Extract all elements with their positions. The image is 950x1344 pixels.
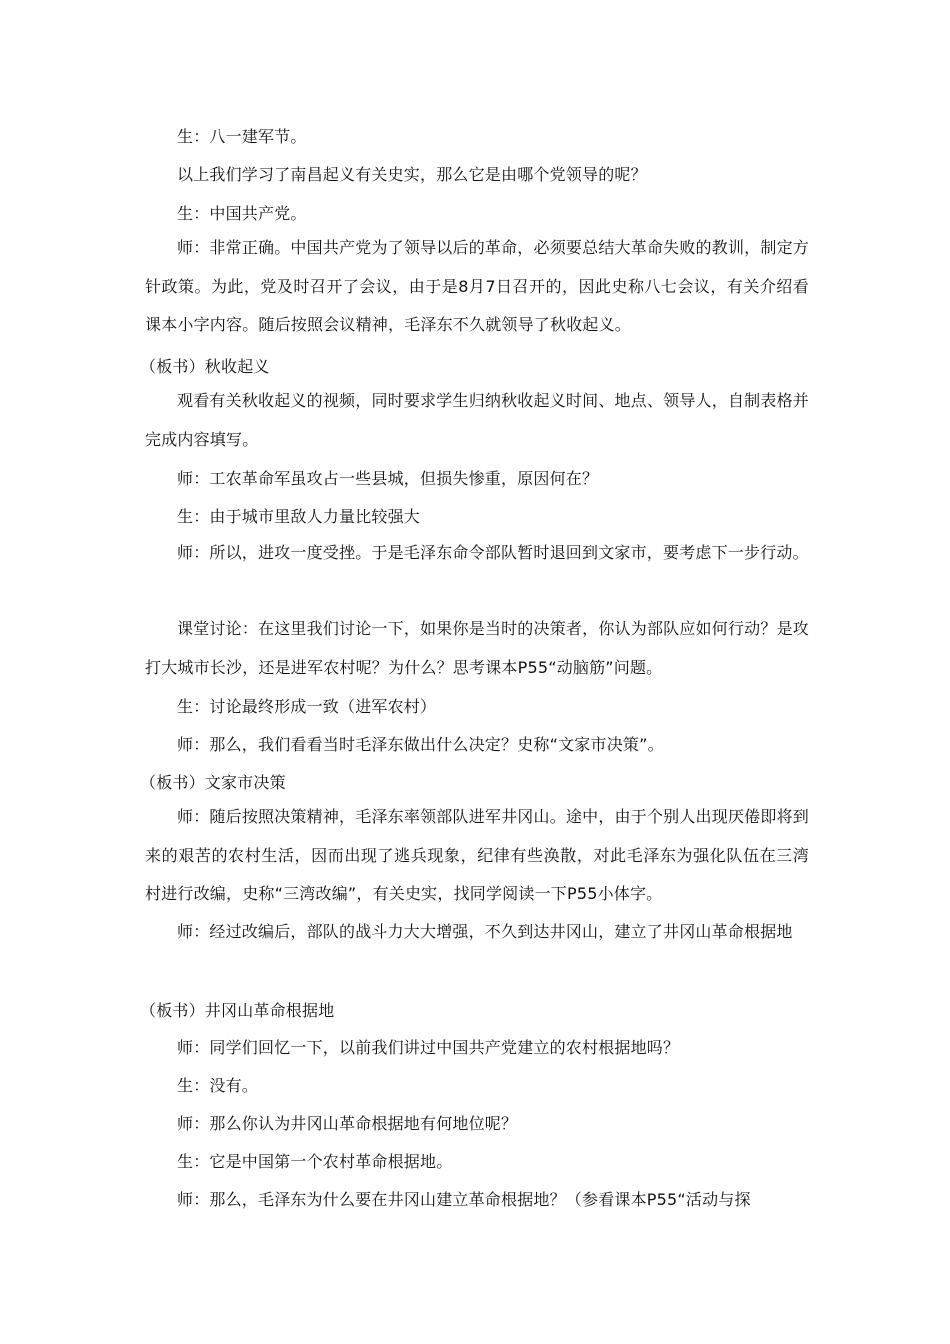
paragraph-teacher-jinggangshan-base: 师：经过改编后，部队的战斗力大大增强，不久到达井冈山，建立了井冈山革命根据地 bbox=[177, 922, 793, 941]
paragraph-teacher-question-status: 师：那么你认为井冈山革命根据地有何地位呢？ bbox=[177, 1114, 518, 1133]
paragraph-teacher-question-why: 师：那么，毛泽东为什么要在井冈山建立革命根据地？（参看课本P55“活动与探 bbox=[177, 1190, 751, 1209]
paragraph-teacher-wenjiashi-retreat: 师：所以，进攻一度受挫。于是毛泽东命令部队暂时退回到文家市，要考虑下一步行动。 bbox=[177, 543, 809, 562]
board-heading-wenjiashi: （板书）文家市决策 bbox=[140, 773, 286, 792]
paragraph-class-discussion: 课堂讨论：在这里我们讨论一下，如果你是当时的决策者，你认为部队应如何行动？是攻打大城市长沙，还是进军农村呢？为什么？思考课本P55“动脑筋”问题。 bbox=[145, 619, 809, 677]
paragraph-student-answer-enemy: 生：由于城市里敌人力量比较强大 bbox=[177, 507, 421, 526]
paragraph-teacher-wenjiashi-decision: 师：那么，我们看看当时毛泽东做出什么决定？史称“文家市决策”。 bbox=[177, 735, 664, 754]
paragraph-student-discussion-result: 生：讨论最终形成一致（进军农村） bbox=[177, 697, 437, 716]
board-heading-jinggangshan: （板书）井冈山革命根据地 bbox=[140, 1001, 335, 1020]
paragraph-teacher-question-party: 以上我们学习了南昌起义有关史实，那么它是由哪个党领导的呢？ bbox=[177, 165, 647, 184]
paragraph-student-answer-bayi: 生：八一建军节。 bbox=[177, 127, 307, 146]
paragraph-video-task: 观看有关秋收起义的视频，同时要求学生归纳秋收起义时间、地点、领导人，自制表格并完成内容填写。 bbox=[145, 391, 809, 449]
paragraph-teacher-sanwan-reorganization: 师：随后按照决策精神，毛泽东率领部队进军井冈山。途中，由于个别人出现厌倦即将到来的艰苦的农村生活，因而出现了逃兵现象，纪律有些涣散，对此毛泽东为强化队伍在三湾村进行改编，史称“三湾改编”，有关史实，找同学阅读一下P55小体字。 bbox=[145, 807, 809, 903]
paragraph-teacher-question-losses: 师：工农革命军虽攻占一些县城，但损失惨重，原因何在？ bbox=[177, 469, 599, 488]
paragraph-student-answer-cpc: 生：中国共产党。 bbox=[177, 204, 307, 223]
paragraph-student-answer-no: 生：没有。 bbox=[177, 1076, 259, 1095]
board-heading-autumn-harvest: （板书）秋收起义 bbox=[140, 357, 270, 376]
paragraph-teacher-question-recall: 师：同学们回忆一下，以前我们讲过中国共产党建立的农村根据地吗？ bbox=[177, 1038, 680, 1057]
paragraph-student-answer-first-base: 生：它是中国第一个农村革命根据地。 bbox=[177, 1152, 453, 1171]
paragraph-teacher-bagi-meeting: 师：非常正确。中国共产党为了领导以后的革命，必须要总结大革命失败的教训，制定方针政策。为此，党及时召开了会议，由于是8月7日召开的，因此史称八七会议，有关介绍看课本小字内容。随后按照会议精神，毛泽东不久就领导了秋收起义。 bbox=[145, 238, 809, 334]
